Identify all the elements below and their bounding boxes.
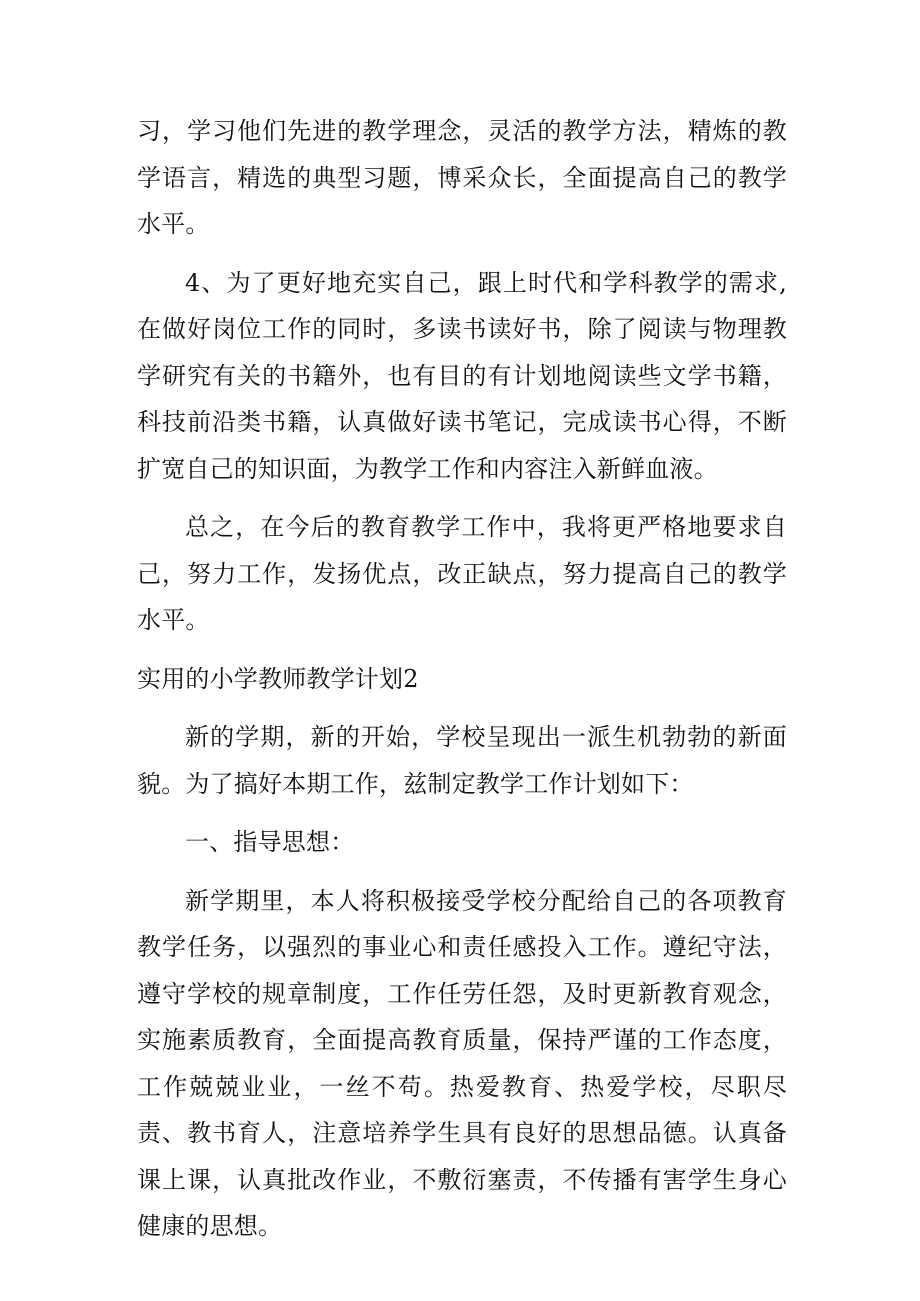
- guiding-ideology-heading: 一、指导思想：: [185, 828, 355, 856]
- intro-paragraph: 新的学期，新的开始，学校呈现出一派生机勃勃的新面貌。为了搞好本期工作，兹制定教学工作计划如下：: [137, 723, 787, 798]
- summary-paragraph: 总之，在今后的教育教学工作中，我将更严格地要求自己，努力工作，发扬优点，改正缺点，努力提高自己的教学水平。: [137, 513, 787, 634]
- guiding-ideology-paragraph: 新学期里，本人将积极接受学校分配给自己的各项教育教学任务，以强烈的事业心和责任感投入工作。遵纪守法，遵守学校的规章制度，工作任劳任怨，及时更新教育观念，实施素质教育，全面提高教育质量，保持严谨的工作态度，工作兢兢业业，一丝不苟。热爱教育、热爱学校，尽职尽责、教书育人，注意培养学生具有良好的思想品德。认真备课上课，认真批改作业，不敷衍塞责，不传播有害学生身心健康的思想。: [137, 886, 787, 1240]
- item-4-paragraph: 4、为了更好地充实自己，跟上时代和学科教学的需求,在做好岗位工作的同时，多读书读好书，除了阅读与物理教学研究有关的书籍外，也有目的有计划地阅读些文学书籍，科技前沿类书籍，认真做好读书笔记，完成读书心得，不断扩宽自己的知识面，为教学工作和内容注入新鲜血液。: [137, 268, 787, 483]
- document-body: [137, 108, 787, 1262]
- section-title: 实用的小学教师教学计划2: [137, 664, 419, 693]
- continuation-paragraph: 习，学习他们先进的教学理念，灵活的教学方法，精炼的教学语言，精选的典型习题，博采众长，全面提高自己的教学水平。: [137, 117, 787, 238]
